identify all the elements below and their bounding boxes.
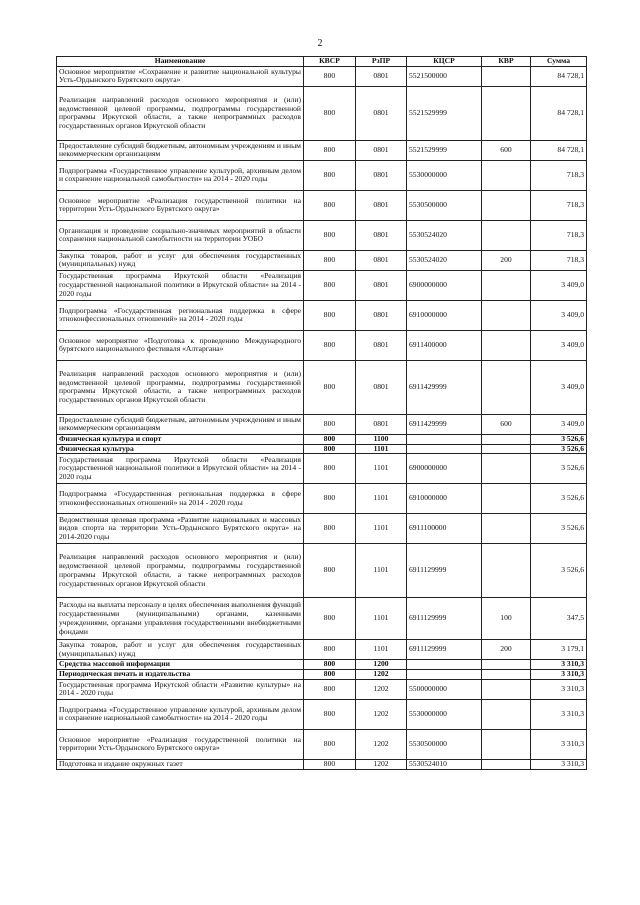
cell-name: Предоставление субсидий бюджетным, автономным учреждениям и иным некоммерческим организациям bbox=[57, 140, 304, 160]
header-kvsr: КВСР bbox=[304, 57, 356, 67]
cell-name: Основное мероприятие «Подготовка к проведению Международного бурятского национального фестиваля «Алтаргана» bbox=[57, 330, 304, 360]
cell-kvr bbox=[482, 66, 531, 86]
cell-kcsr: 5521529999 bbox=[407, 140, 482, 160]
cell-sum: 84 728,1 bbox=[531, 66, 587, 86]
cell-kvr: 100 bbox=[482, 598, 531, 640]
cell-kvsr: 800 bbox=[304, 640, 356, 660]
cell-sum: 3 409,0 bbox=[531, 414, 587, 434]
cell-sum: 3 310,3 bbox=[531, 759, 587, 769]
cell-kvsr: 800 bbox=[304, 190, 356, 220]
cell-kvsr: 800 bbox=[304, 670, 356, 680]
table-row bbox=[57, 514, 587, 544]
cell-name: Реализация направлений расходов основного мероприятия и (или) ведомственной целевой программы, подпрограммы государственной программы Иркутской области, а также непрограммных расходов государственных органов Иркутской области bbox=[57, 86, 304, 140]
cell-sum: 347,5 bbox=[531, 598, 587, 640]
table-row bbox=[57, 190, 587, 220]
cell-sum: 3 526,6 bbox=[531, 434, 587, 444]
cell-kvr bbox=[482, 160, 531, 190]
table-row bbox=[57, 220, 587, 250]
cell-rzpr: 0801 bbox=[356, 220, 407, 250]
cell-kvsr: 800 bbox=[304, 250, 356, 270]
cell-rzpr: 0801 bbox=[356, 270, 407, 300]
cell-name: Ведомственная целевая программа «Развитие национальных и массовых видов спорта на территории Усть-Ордынского Бурятского округа» на 2014-2020 годы bbox=[57, 514, 304, 544]
cell-rzpr: 0801 bbox=[356, 360, 407, 414]
cell-kvr bbox=[482, 484, 531, 514]
table-row bbox=[57, 484, 587, 514]
cell-kvr bbox=[482, 434, 531, 444]
cell-kvr bbox=[482, 670, 531, 680]
table-row bbox=[57, 729, 587, 759]
cell-rzpr: 1202 bbox=[356, 729, 407, 759]
cell-rzpr: 1101 bbox=[356, 544, 407, 598]
table-row bbox=[57, 679, 587, 699]
cell-name: Организация и проведение социально-значимых мероприятий в области сохранения национальной самобытности на территории УОБО bbox=[57, 220, 304, 250]
cell-kcsr: 5530524020 bbox=[407, 250, 482, 270]
cell-kvsr: 800 bbox=[304, 220, 356, 250]
cell-kvr bbox=[482, 270, 531, 300]
cell-kcsr: 6911429999 bbox=[407, 414, 482, 434]
cell-sum: 3 526,6 bbox=[531, 454, 587, 484]
cell-kvr bbox=[482, 220, 531, 250]
cell-name: Государственная программа Иркутской области «Реализация государственной национальной политики в Иркутской области» на 2014 - 2020 годы bbox=[57, 270, 304, 300]
table-row bbox=[57, 160, 587, 190]
cell-rzpr: 1202 bbox=[356, 699, 407, 729]
cell-rzpr: 1202 bbox=[356, 759, 407, 769]
cell-kvsr: 800 bbox=[304, 759, 356, 769]
table-header-row bbox=[57, 57, 587, 67]
cell-kcsr: 6911100000 bbox=[407, 514, 482, 544]
header-rzpr: РзПР bbox=[356, 57, 407, 67]
cell-kcsr: 5530524020 bbox=[407, 220, 482, 250]
table-row bbox=[57, 270, 587, 300]
cell-sum: 3 526,6 bbox=[531, 544, 587, 598]
cell-kvsr: 800 bbox=[304, 729, 356, 759]
cell-rzpr: 0801 bbox=[356, 140, 407, 160]
cell-name: Подпрограмма «Государственная региональная поддержка в сфере этноконфессиональных отношений» на 2014 - 2020 годы bbox=[57, 484, 304, 514]
cell-kvsr: 800 bbox=[304, 454, 356, 484]
cell-sum: 3 409,0 bbox=[531, 330, 587, 360]
cell-rzpr: 0801 bbox=[356, 190, 407, 220]
cell-name: Основное мероприятие «Сохранение и развитие национальной культуры Усть-Ордынского Бурятского округа» bbox=[57, 66, 304, 86]
cell-kcsr: 5530500000 bbox=[407, 190, 482, 220]
table-row bbox=[57, 598, 587, 640]
cell-sum: 3 310,3 bbox=[531, 699, 587, 729]
cell-sum: 3 409,0 bbox=[531, 360, 587, 414]
cell-kcsr: 6910000000 bbox=[407, 300, 482, 330]
cell-rzpr: 1101 bbox=[356, 484, 407, 514]
cell-kvsr: 800 bbox=[304, 330, 356, 360]
table-row bbox=[57, 544, 587, 598]
page-number: 2 bbox=[317, 38, 323, 49]
cell-kcsr bbox=[407, 660, 482, 670]
header-sum: Сумма bbox=[531, 57, 587, 67]
table-row bbox=[57, 250, 587, 270]
cell-kvr bbox=[482, 660, 531, 670]
cell-sum: 3 409,0 bbox=[531, 270, 587, 300]
cell-sum: 3 179,1 bbox=[531, 640, 587, 660]
cell-name: Подпрограмма «Государственное управление культурой, архивным делом и сохранение национальной самобытности» на 2014 - 2020 годы bbox=[57, 699, 304, 729]
cell-kcsr: 5521500000 bbox=[407, 66, 482, 86]
table-row bbox=[57, 660, 587, 670]
cell-name: Государственная программа Иркутской области «Реализация государственной национальной политики в Иркутской области» на 2014 - 2020 годы bbox=[57, 454, 304, 484]
table-body bbox=[57, 66, 587, 769]
cell-rzpr: 0801 bbox=[356, 414, 407, 434]
cell-sum: 3 310,3 bbox=[531, 679, 587, 699]
cell-rzpr: 1200 bbox=[356, 660, 407, 670]
header-name: Наименование bbox=[57, 57, 304, 67]
cell-kcsr: 6900000000 bbox=[407, 454, 482, 484]
cell-sum: 84 728,1 bbox=[531, 140, 587, 160]
cell-rzpr: 1202 bbox=[356, 670, 407, 680]
cell-sum: 84 728,1 bbox=[531, 86, 587, 140]
cell-kvsr: 800 bbox=[304, 414, 356, 434]
cell-name: Предоставление субсидий бюджетным, автономным учреждениям и иным некоммерческим организациям bbox=[57, 414, 304, 434]
table-row bbox=[57, 414, 587, 434]
cell-kvr bbox=[482, 699, 531, 729]
cell-kvr bbox=[482, 679, 531, 699]
cell-name: Физическая культура и спорт bbox=[57, 434, 304, 444]
cell-kvsr: 800 bbox=[304, 598, 356, 640]
cell-kcsr: 5530000000 bbox=[407, 699, 482, 729]
cell-rzpr: 0801 bbox=[356, 86, 407, 140]
cell-kvr bbox=[482, 190, 531, 220]
cell-name: Физическая культура bbox=[57, 444, 304, 454]
cell-sum: 718,3 bbox=[531, 250, 587, 270]
cell-sum: 718,3 bbox=[531, 160, 587, 190]
cell-kcsr: 6911400000 bbox=[407, 330, 482, 360]
table-row bbox=[57, 444, 587, 454]
table-row bbox=[57, 140, 587, 160]
cell-kvsr: 800 bbox=[304, 140, 356, 160]
cell-name: Основное мероприятие «Реализация государственной политики на территории Усть-Ордынского Бурятского округа» bbox=[57, 190, 304, 220]
budget-table bbox=[56, 56, 587, 770]
cell-name: Расходы на выплаты персоналу в целях обеспечения выполнения функций государственными (муниципальными) органами, казенными учреждениями, органами управления государственными внебюджетными фондами bbox=[57, 598, 304, 640]
cell-name: Подпрограмма «Государственное управление культурой, архивным делом и сохранение национальной самобытности» на 2014 - 2020 годы bbox=[57, 160, 304, 190]
cell-rzpr: 1202 bbox=[356, 679, 407, 699]
cell-kcsr: 6911129999 bbox=[407, 640, 482, 660]
cell-kcsr bbox=[407, 444, 482, 454]
cell-sum: 3 310,3 bbox=[531, 729, 587, 759]
table-row bbox=[57, 360, 587, 414]
cell-kcsr: 5530500000 bbox=[407, 729, 482, 759]
cell-rzpr: 1100 bbox=[356, 434, 407, 444]
cell-name: Подготовка и издание окружных газет bbox=[57, 759, 304, 769]
cell-name: Закупка товаров, работ и услуг для обеспечения государственных (муниципальных) нужд bbox=[57, 640, 304, 660]
cell-kcsr: 5530524010 bbox=[407, 759, 482, 769]
cell-kcsr: 6911129999 bbox=[407, 544, 482, 598]
cell-kvr bbox=[482, 330, 531, 360]
cell-rzpr: 1101 bbox=[356, 640, 407, 660]
cell-kvr: 600 bbox=[482, 140, 531, 160]
cell-kvsr: 800 bbox=[304, 484, 356, 514]
cell-rzpr: 1101 bbox=[356, 598, 407, 640]
cell-kvsr: 800 bbox=[304, 544, 356, 598]
cell-kcsr: 6911429999 bbox=[407, 360, 482, 414]
cell-rzpr: 1101 bbox=[356, 444, 407, 454]
cell-kvsr: 800 bbox=[304, 270, 356, 300]
cell-name: Периодическая печать и издательства bbox=[57, 670, 304, 680]
cell-rzpr: 1101 bbox=[356, 454, 407, 484]
table-row bbox=[57, 86, 587, 140]
header-kvr: КВР bbox=[482, 57, 531, 67]
cell-kvsr: 800 bbox=[304, 300, 356, 330]
cell-rzpr: 0801 bbox=[356, 160, 407, 190]
cell-kvsr: 800 bbox=[304, 434, 356, 444]
cell-kvr bbox=[482, 454, 531, 484]
cell-kcsr: 5530000000 bbox=[407, 160, 482, 190]
cell-sum: 3 409,0 bbox=[531, 300, 587, 330]
cell-kvsr: 800 bbox=[304, 360, 356, 414]
table-row bbox=[57, 66, 587, 86]
table-row bbox=[57, 759, 587, 769]
cell-sum: 718,3 bbox=[531, 190, 587, 220]
cell-kvr bbox=[482, 300, 531, 330]
cell-kvr: 200 bbox=[482, 250, 531, 270]
cell-kcsr bbox=[407, 434, 482, 444]
cell-rzpr: 1101 bbox=[356, 514, 407, 544]
cell-kcsr: 6910000000 bbox=[407, 484, 482, 514]
table-row bbox=[57, 454, 587, 484]
cell-kvr bbox=[482, 360, 531, 414]
cell-kvr bbox=[482, 729, 531, 759]
cell-kvsr: 800 bbox=[304, 444, 356, 454]
cell-rzpr: 0801 bbox=[356, 330, 407, 360]
cell-kvr bbox=[482, 86, 531, 140]
cell-sum: 3 310,3 bbox=[531, 660, 587, 670]
cell-kcsr: 5500000000 bbox=[407, 679, 482, 699]
cell-name: Основное мероприятие «Реализация государственной политики на территории Усть-Ордынского Бурятского округа» bbox=[57, 729, 304, 759]
cell-kvr bbox=[482, 759, 531, 769]
cell-kvsr: 800 bbox=[304, 699, 356, 729]
cell-kvr: 600 bbox=[482, 414, 531, 434]
cell-kvr: 200 bbox=[482, 640, 531, 660]
cell-kvr bbox=[482, 444, 531, 454]
cell-rzpr: 0801 bbox=[356, 300, 407, 330]
cell-sum: 718,3 bbox=[531, 220, 587, 250]
cell-kcsr bbox=[407, 670, 482, 680]
cell-name: Реализация направлений расходов основного мероприятия и (или) ведомственной целевой программы, подпрограммы государственной программы Иркутской области, а также непрограммных расходов государственных органов Иркутской области bbox=[57, 544, 304, 598]
table-row bbox=[57, 330, 587, 360]
cell-kvsr: 800 bbox=[304, 66, 356, 86]
cell-kvr bbox=[482, 544, 531, 598]
cell-rzpr: 0801 bbox=[356, 66, 407, 86]
cell-sum: 3 526,6 bbox=[531, 514, 587, 544]
table-row bbox=[57, 670, 587, 680]
cell-name: Подпрограмма «Государственная региональная поддержка в сфере этноконфессиональных отношений» на 2014 - 2020 годы bbox=[57, 300, 304, 330]
cell-kvsr: 800 bbox=[304, 160, 356, 190]
cell-kcsr: 6911129999 bbox=[407, 598, 482, 640]
cell-name: Средства массовой информации bbox=[57, 660, 304, 670]
table-row bbox=[57, 699, 587, 729]
cell-kvr bbox=[482, 514, 531, 544]
cell-kvsr: 800 bbox=[304, 86, 356, 140]
header-kcsr: КЦСР bbox=[407, 57, 482, 67]
table-row bbox=[57, 300, 587, 330]
cell-kvsr: 800 bbox=[304, 679, 356, 699]
cell-sum: 3 310,3 bbox=[531, 670, 587, 680]
table-row bbox=[57, 640, 587, 660]
cell-rzpr: 0801 bbox=[356, 250, 407, 270]
cell-kvsr: 800 bbox=[304, 660, 356, 670]
cell-kcsr: 6900000000 bbox=[407, 270, 482, 300]
cell-sum: 3 526,6 bbox=[531, 484, 587, 514]
cell-kvsr: 800 bbox=[304, 514, 356, 544]
table-row bbox=[57, 434, 587, 444]
cell-name: Закупка товаров, работ и услуг для обеспечения государственных (муниципальных) нужд bbox=[57, 250, 304, 270]
cell-sum: 3 526,6 bbox=[531, 444, 587, 454]
cell-kcsr: 5521529999 bbox=[407, 86, 482, 140]
cell-name: Государственная программа Иркутской области «Развитие культуры» на 2014 - 2020 годы bbox=[57, 679, 304, 699]
cell-name: Реализация направлений расходов основного мероприятия и (или) ведомственной целевой программы, подпрограммы государственной программы Иркутской области, а также непрограммных расходов государственных органов Иркутской области bbox=[57, 360, 304, 414]
